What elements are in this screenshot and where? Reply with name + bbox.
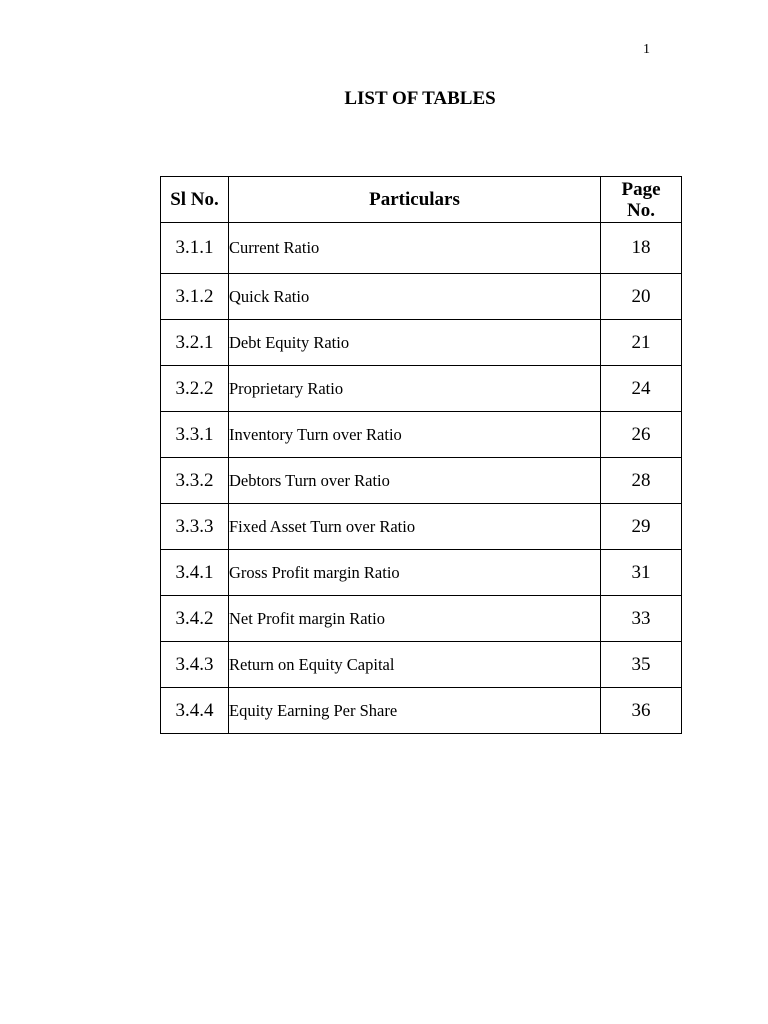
row-page-no: 29 xyxy=(601,504,682,550)
row-sl-no: 3.4.2 xyxy=(161,596,229,642)
row-particular: Quick Ratio xyxy=(229,274,601,320)
row-page-no: 26 xyxy=(601,412,682,458)
table-row xyxy=(161,596,682,642)
row-particular: Fixed Asset Turn over Ratio xyxy=(229,504,601,550)
header-page-no-line1: Page xyxy=(621,178,661,200)
row-sl-no: 3.3.3 xyxy=(161,504,229,550)
row-sl-no: 3.1.2 xyxy=(161,274,229,320)
table-row xyxy=(161,504,682,550)
row-page-no: 20 xyxy=(601,274,682,320)
row-page-no: 28 xyxy=(601,458,682,504)
row-sl-no: 3.4.4 xyxy=(161,688,229,734)
row-sl-no: 3.1.1 xyxy=(161,223,229,274)
row-sl-no: 3.4.3 xyxy=(161,642,229,688)
row-page-no: 18 xyxy=(601,223,682,274)
row-sl-no: 3.3.1 xyxy=(161,412,229,458)
header-particulars: Particulars xyxy=(229,177,601,223)
row-particular: Proprietary Ratio xyxy=(229,366,601,412)
row-particular: Return on Equity Capital xyxy=(229,642,601,688)
row-particular: Equity Earning Per Share xyxy=(229,688,601,734)
table-row xyxy=(161,458,682,504)
header-sl-no: Sl No. xyxy=(161,177,229,223)
table-row xyxy=(161,320,682,366)
header-page-no xyxy=(601,177,682,223)
row-particular: Net Profit margin Ratio xyxy=(229,596,601,642)
row-particular: Inventory Turn over Ratio xyxy=(229,412,601,458)
row-particular: Debtors Turn over Ratio xyxy=(229,458,601,504)
row-sl-no: 3.4.1 xyxy=(161,550,229,596)
page-number: 1 xyxy=(643,42,650,57)
row-page-no: 24 xyxy=(601,366,682,412)
table-row xyxy=(161,550,682,596)
table-row xyxy=(161,412,682,458)
row-page-no: 33 xyxy=(601,596,682,642)
table-header-row xyxy=(161,177,682,223)
list-of-tables xyxy=(160,176,682,734)
row-particular: Debt Equity Ratio xyxy=(229,320,601,366)
row-page-no: 36 xyxy=(601,688,682,734)
header-page-no-line2: No. xyxy=(627,199,655,221)
row-sl-no: 3.2.2 xyxy=(161,366,229,412)
row-page-no: 31 xyxy=(601,550,682,596)
table-row xyxy=(161,688,682,734)
row-particular: Current Ratio xyxy=(229,223,601,274)
row-page-no: 21 xyxy=(601,320,682,366)
page-title: LIST OF TABLES xyxy=(344,88,496,109)
row-particular: Gross Profit margin Ratio xyxy=(229,550,601,596)
table-row xyxy=(161,223,682,274)
row-page-no: 35 xyxy=(601,642,682,688)
row-sl-no: 3.2.1 xyxy=(161,320,229,366)
table-row xyxy=(161,274,682,320)
table-row xyxy=(161,642,682,688)
row-sl-no: 3.3.2 xyxy=(161,458,229,504)
table-row xyxy=(161,366,682,412)
